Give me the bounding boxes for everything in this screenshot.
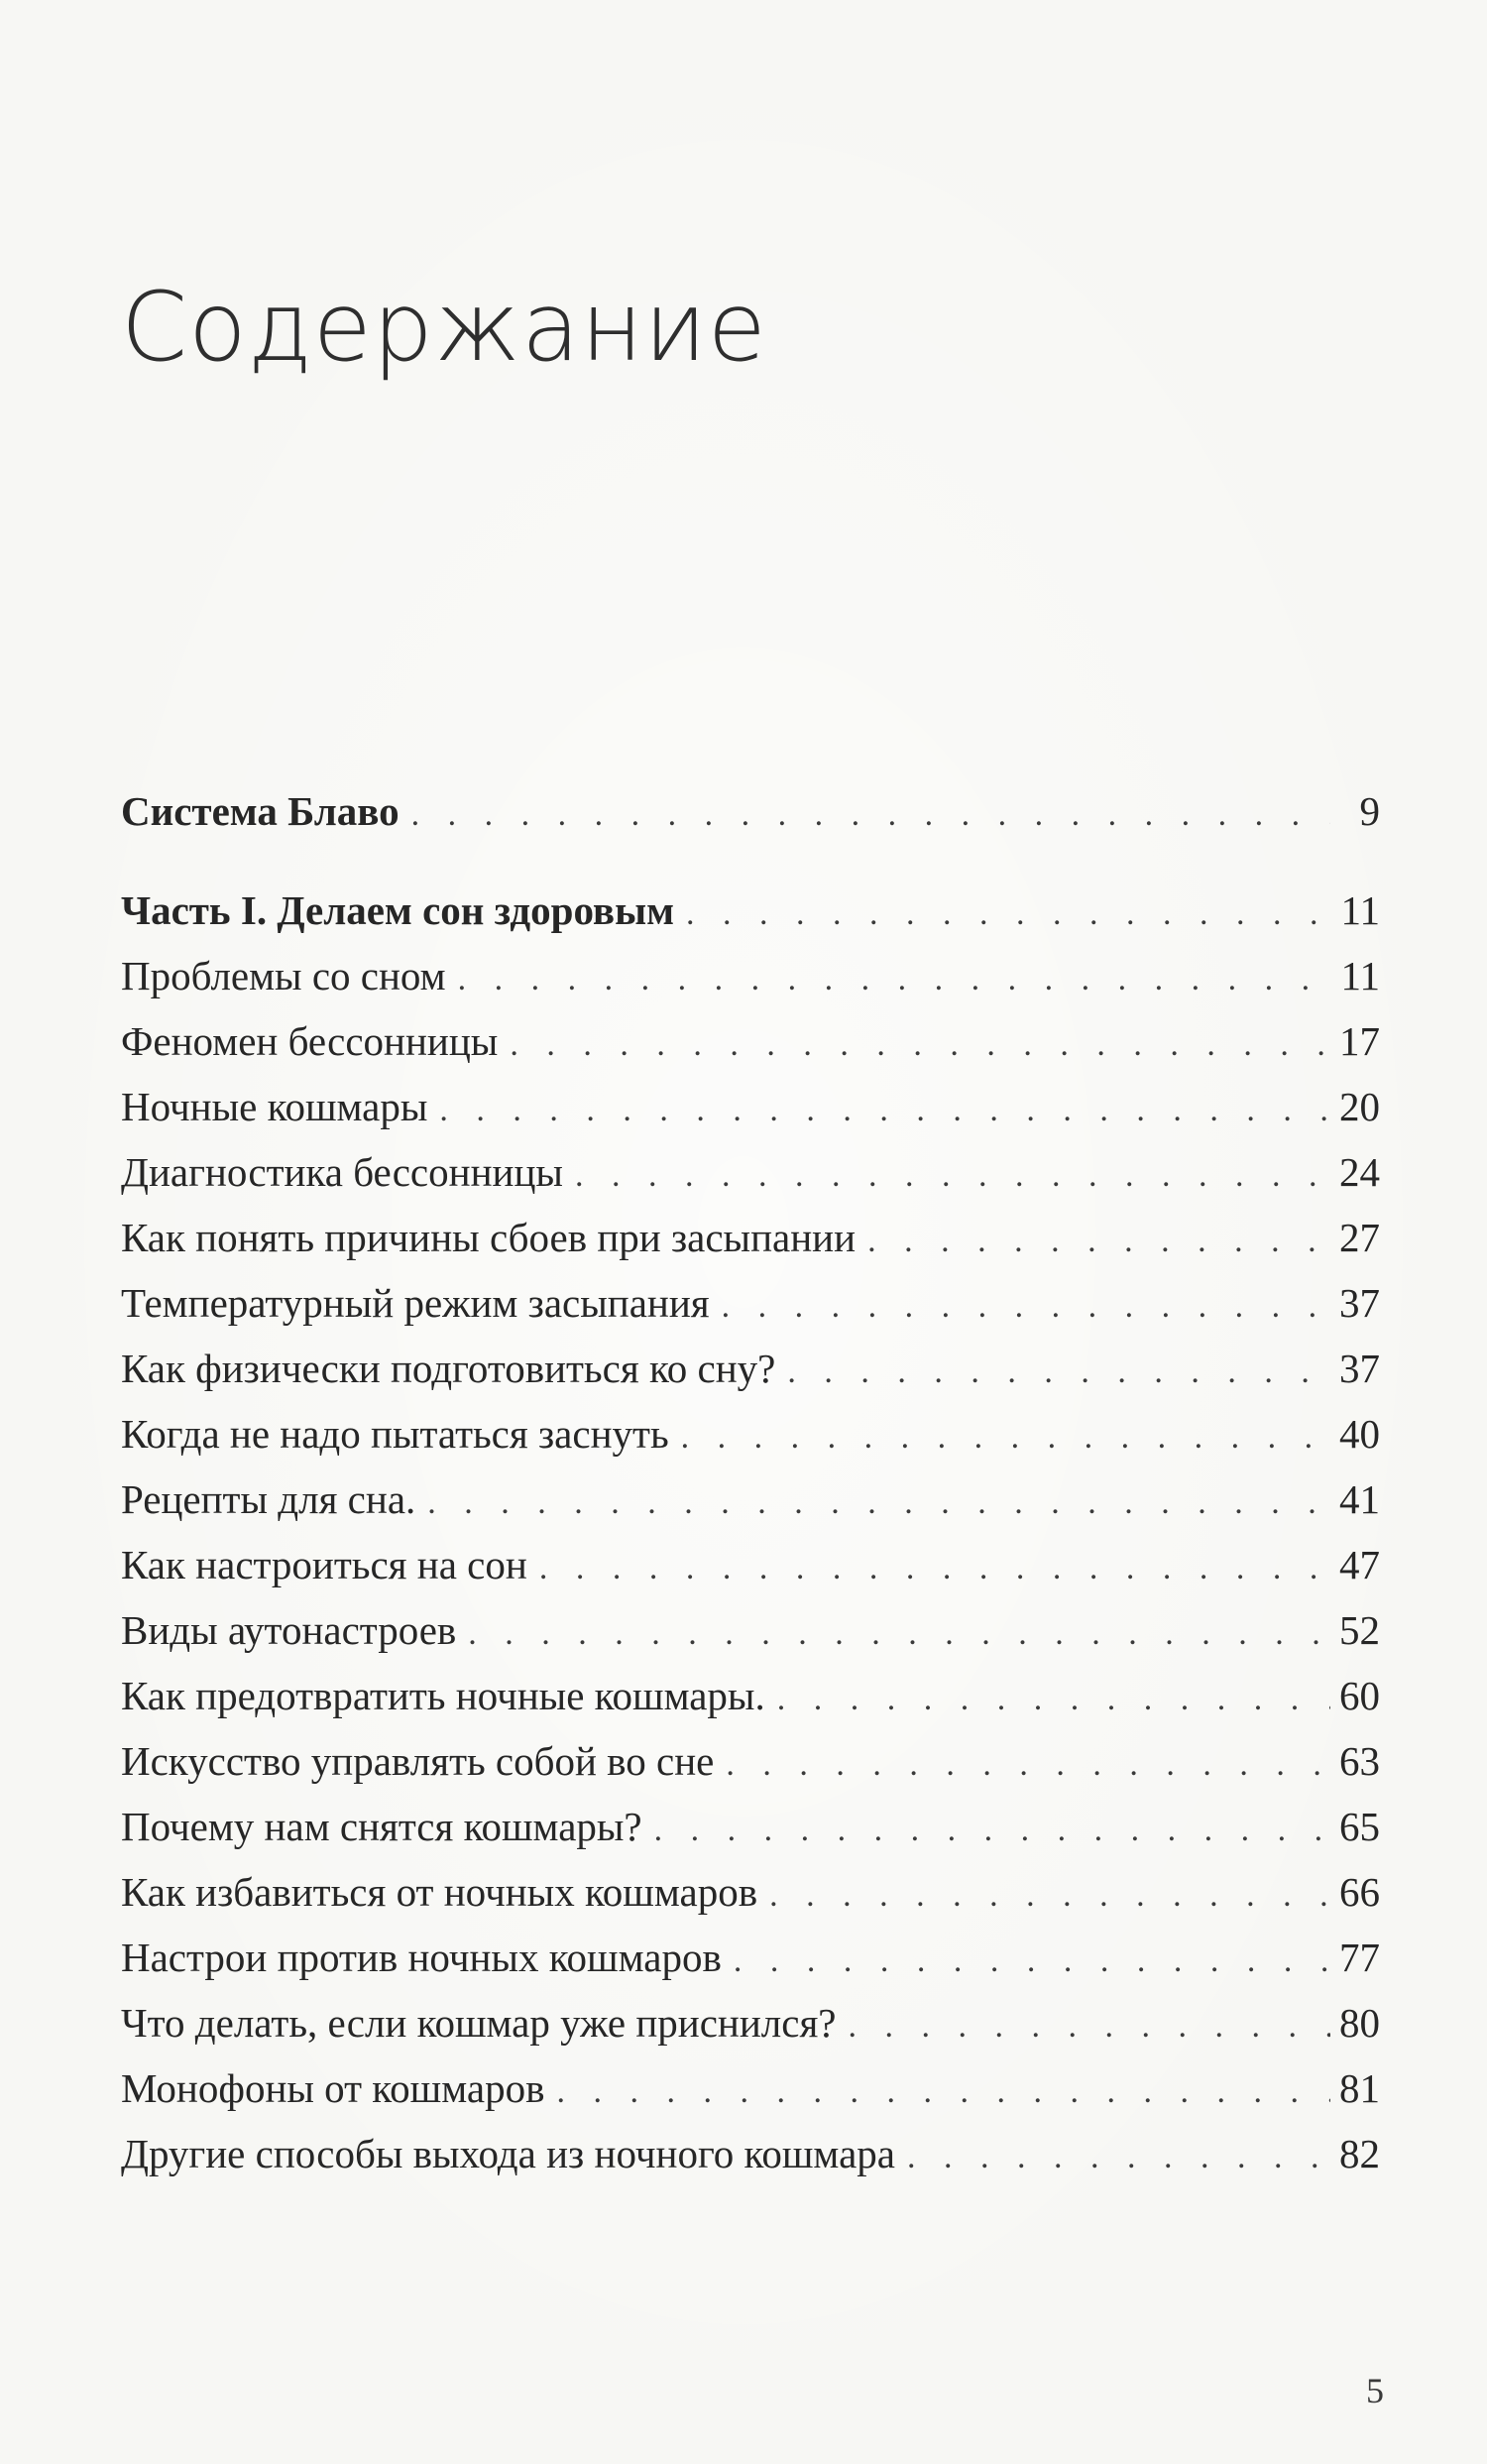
toc-entry-label: Часть I. Делаем сон здоровым bbox=[121, 887, 675, 933]
toc-entry-label: Монофоны от кошмаров bbox=[121, 2065, 545, 2111]
toc-entry bbox=[121, 1336, 1380, 1401]
toc-entry-page: 24 bbox=[1339, 1149, 1380, 1195]
dot-leader bbox=[681, 1405, 1330, 1467]
toc-entry-page: 11 bbox=[1340, 953, 1380, 998]
toc-entry bbox=[121, 1663, 1380, 1728]
toc-entry-label: Как предотвратить ночные кошмары. bbox=[121, 1673, 765, 1718]
toc-entry bbox=[121, 1532, 1380, 1597]
toc-entry-page: 27 bbox=[1339, 1215, 1380, 1260]
toc-entry bbox=[121, 1205, 1380, 1270]
toc-entry-page: 37 bbox=[1339, 1280, 1380, 1326]
dot-leader bbox=[686, 881, 1330, 943]
toc-entry bbox=[121, 1074, 1380, 1139]
toc-entry-label: Рецепты для сна. bbox=[121, 1476, 416, 1522]
dot-leader bbox=[769, 1863, 1330, 1925]
dot-leader bbox=[468, 1601, 1330, 1663]
dot-leader bbox=[575, 1143, 1330, 1205]
dot-leader bbox=[458, 947, 1330, 1008]
dot-leader bbox=[907, 2125, 1330, 2186]
toc-entry bbox=[121, 1401, 1380, 1467]
dot-leader bbox=[867, 1209, 1330, 1270]
table-of-contents bbox=[121, 778, 1380, 2186]
page-title: Содержание bbox=[121, 272, 767, 384]
toc-entry-page: 66 bbox=[1339, 1869, 1380, 1915]
toc-entry-page: 40 bbox=[1339, 1411, 1380, 1457]
toc-entry-page: 63 bbox=[1339, 1738, 1380, 1784]
toc-entry bbox=[121, 1467, 1380, 1532]
toc-entry bbox=[121, 1925, 1380, 1990]
toc-entry-page: 17 bbox=[1339, 1018, 1380, 1064]
toc-entry-label: Система Блаво bbox=[121, 788, 400, 834]
toc-entry-label: Виды аутонастроев bbox=[121, 1607, 457, 1653]
toc-entry-page: 52 bbox=[1339, 1607, 1380, 1653]
toc-entry-page: 9 bbox=[1359, 788, 1380, 834]
toc-entry-label: Другие способы выхода из ночного кошмара bbox=[121, 2131, 895, 2176]
toc-entry bbox=[121, 1008, 1380, 1074]
toc-entry-label: Как избавиться от ночных кошмаров bbox=[121, 1869, 758, 1915]
toc-entry-page: 41 bbox=[1339, 1476, 1380, 1522]
toc-entry-label: Ночные кошмары bbox=[121, 1084, 428, 1129]
dot-leader bbox=[722, 1274, 1330, 1336]
dot-leader bbox=[539, 1536, 1330, 1597]
toc-entry-page: 60 bbox=[1339, 1673, 1380, 1718]
toc-entry bbox=[121, 1597, 1380, 1663]
toc-entry bbox=[121, 878, 1380, 943]
toc-entry-label: Диагностика бессонницы bbox=[121, 1149, 563, 1195]
toc-entry-label: Как понять причины сбоев при засыпании bbox=[121, 1215, 857, 1260]
toc-entry bbox=[121, 1728, 1380, 1794]
toc-entry bbox=[121, 1270, 1380, 1336]
dot-leader bbox=[734, 1929, 1330, 1990]
toc-entry-label: Как физически подготовиться ко сну? bbox=[121, 1346, 776, 1391]
toc-entry bbox=[121, 2055, 1380, 2121]
toc-entry bbox=[121, 1139, 1380, 1205]
toc-entry-label: Искусство управлять собой во сне bbox=[121, 1738, 715, 1784]
toc-entry-label: Что делать, если кошмар уже приснился? bbox=[121, 2000, 837, 2046]
toc-entry bbox=[121, 943, 1380, 1008]
page-number: 5 bbox=[1366, 2371, 1384, 2410]
toc-entry bbox=[121, 2121, 1380, 2186]
toc-entry-page: 77 bbox=[1339, 1935, 1380, 1980]
toc-entry-page: 82 bbox=[1339, 2131, 1380, 2176]
dot-leader bbox=[556, 2059, 1330, 2121]
toc-entry-label: Настрои против ночных кошмаров bbox=[121, 1935, 722, 1980]
toc-entry-label: Проблемы со сном bbox=[121, 953, 446, 998]
toc-entry-label: Как настроиться на сон bbox=[121, 1542, 527, 1587]
toc-entry-page: 37 bbox=[1339, 1346, 1380, 1391]
toc-entry-page: 80 bbox=[1339, 2000, 1380, 2046]
dot-leader bbox=[726, 1732, 1330, 1794]
toc-entry bbox=[121, 1990, 1380, 2055]
toc-entry-page: 47 bbox=[1339, 1542, 1380, 1587]
dot-leader bbox=[427, 1470, 1330, 1532]
dot-leader bbox=[510, 1012, 1330, 1074]
dot-leader bbox=[777, 1667, 1330, 1728]
dot-leader bbox=[654, 1798, 1330, 1859]
toc-entry-page: 20 bbox=[1339, 1084, 1380, 1129]
dot-leader bbox=[849, 1994, 1330, 2055]
toc-entry-page: 11 bbox=[1340, 887, 1380, 933]
dot-leader bbox=[439, 1078, 1330, 1139]
toc-entry-page: 81 bbox=[1339, 2065, 1380, 2111]
toc-entry-page: 65 bbox=[1339, 1804, 1380, 1849]
dot-leader bbox=[411, 782, 1330, 844]
toc-entry-label: Феномен бессонницы bbox=[121, 1018, 499, 1064]
toc-entry bbox=[121, 778, 1380, 844]
toc-entry-label: Температурный режим засыпания bbox=[121, 1280, 710, 1326]
toc-entry bbox=[121, 1794, 1380, 1859]
toc-entry bbox=[121, 1859, 1380, 1925]
dot-leader bbox=[787, 1340, 1330, 1401]
toc-entry-label: Почему нам снятся кошмары? bbox=[121, 1804, 642, 1849]
toc-entry-label: Когда не надо пытаться заснуть bbox=[121, 1411, 669, 1457]
